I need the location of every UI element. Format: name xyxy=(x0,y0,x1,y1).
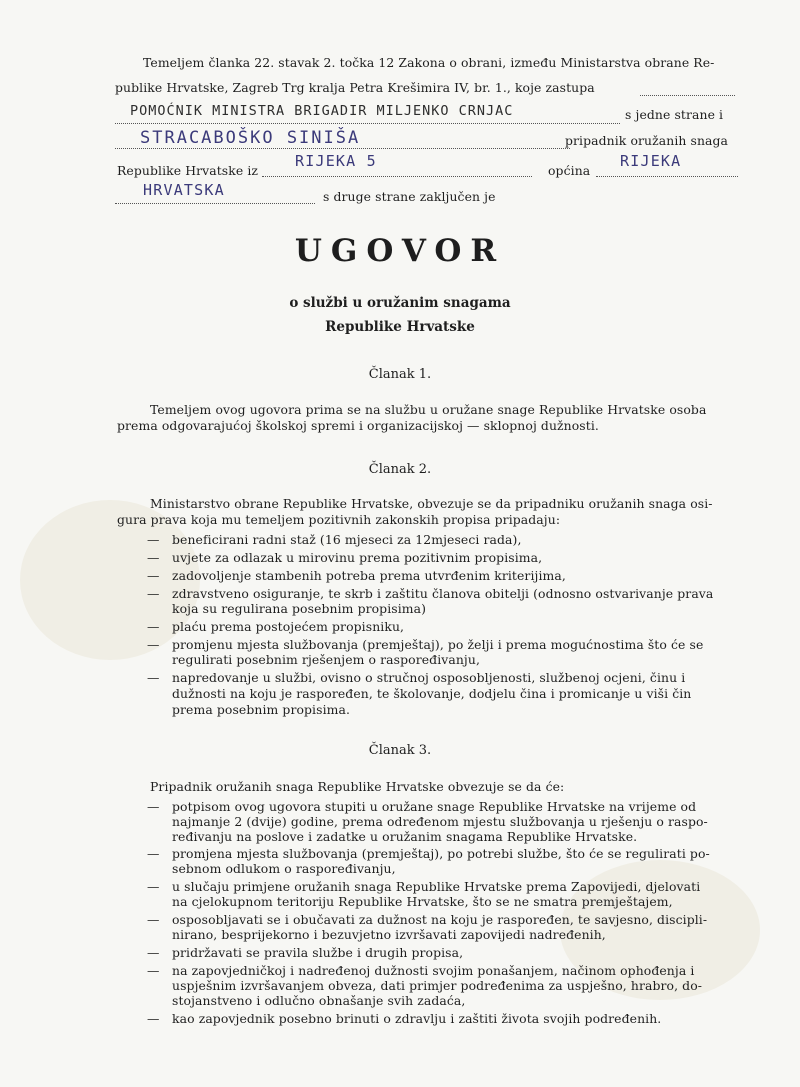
list-dash: — xyxy=(147,846,160,861)
list-dash: — xyxy=(147,963,160,978)
clanak-3-item: kao zapovjednik posebno brinuti o zdravlju i zaštiti života svojih podređenih. xyxy=(172,1011,662,1026)
clanak-2-item: prema posebnim propisima. xyxy=(172,702,351,717)
clanak-2-item: zadovoljenje stambenih potreba prema utvrđenim kriterijima, xyxy=(172,568,566,583)
list-dash: — xyxy=(147,619,160,634)
clanak-3-item: pridržavati se pravila službe i drugih propisa, xyxy=(172,945,464,960)
clanak-3-item: promjena mjesta službovanja (premještaj), po potrebi službe, što će se regulirati po- xyxy=(172,846,710,861)
member-name-field: STRACABOŠKO SINIŠA xyxy=(140,128,361,148)
dotted-line xyxy=(115,123,620,124)
clanak-3-item: potpisom ovog ugovora stupiti u oružane snage Republike Hrvatske na vrijeme od xyxy=(172,799,697,814)
clanak-3-item: najmanje 2 (dvije) godine, prema određenom mjestu službovanja u rješenju o raspo- xyxy=(172,814,708,829)
clanak-2-item: plaću prema postojećem propisniku, xyxy=(172,619,405,634)
dotted-line xyxy=(596,176,738,177)
representative-field: POMOĆNIK MINISTRA BRIGADIR MILJENKO CRNJAC xyxy=(130,103,514,119)
clanak-3-item: na cjelokupnom teritoriju Republike Hrvatske, što se ne smatra premještajem, xyxy=(172,894,673,909)
clanak-1-heading: Članak 1. xyxy=(368,367,432,382)
clanak-3-item: osposobljavati se i obučavati za dužnost na koju je raspoređen, te savjesno, discipli- xyxy=(172,912,708,927)
clanak-3-item: uspješnim izvršavanjem obveza, dati primjer podređenima za uspješno, hrabro, do- xyxy=(172,978,703,993)
clanak-2-intro: gura prava koja mu temeljem pozitivnih zakonskih propisa pripadaju: xyxy=(117,512,561,527)
country-field: HRVATSKA xyxy=(143,181,225,199)
header-line-1: Temeljem članka 22. stavak 2. točka 12 Zakona o obrani, između Ministarstva obrane Re- xyxy=(143,55,715,70)
dotted-line xyxy=(115,203,315,204)
clanak-3-item: nirano, besprijekorno i bezuvjetno izvršavati zapovijedi nadređenih, xyxy=(172,927,606,942)
list-dash: — xyxy=(147,912,160,927)
clanak-2-item: zdravstveno osiguranje, te skrb i zaštitu članova obitelji (odnosno ostvarivanje prava xyxy=(172,586,714,601)
dotted-line xyxy=(640,95,735,96)
list-dash: — xyxy=(147,586,160,601)
clanak-2-item: regulirati posebnim rješenjem o raspoređivanju, xyxy=(172,652,480,667)
clanak-1-line: Temeljem ovog ugovora prima se na službu u oružane snage Republike Hrvatske osoba xyxy=(150,402,707,417)
clanak-2-item: dužnosti na koju je raspoređen, te školovanje, dodjelu čina i promicanje u viši čin xyxy=(172,686,692,701)
header-line-3-end: s jedne strane i xyxy=(625,107,724,122)
clanak-2-item: napredovanje u službi, ovisno o stručnoj osposobljenosti, službenoj ocjeni, činu i xyxy=(172,670,686,685)
list-dash: — xyxy=(147,945,160,960)
list-dash: — xyxy=(147,550,160,565)
document-subtitle-2: Republike Hrvatske xyxy=(325,319,475,335)
list-dash: — xyxy=(147,532,160,547)
clanak-3-item: ređivanju na poslove i zadatke u oružanim snagama Republike Hrvatske. xyxy=(172,829,638,844)
place-field: RIJEKA 5 xyxy=(295,152,377,170)
list-dash: — xyxy=(147,1011,160,1026)
header-line-4-end: pripadnik oružanih snaga xyxy=(565,133,729,148)
clanak-2-item: uvjete za odlazak u mirovinu prema pozitivnim propisima, xyxy=(172,550,543,565)
list-dash: — xyxy=(147,568,160,583)
clanak-1-line: prema odgovarajućoj školskoj spremi i organizacijskoj — sklopnoj dužnosti. xyxy=(117,418,599,433)
dotted-line xyxy=(262,176,532,177)
document-title: UGOVOR xyxy=(294,233,506,269)
opcina-field: RIJEKA xyxy=(620,152,682,170)
clanak-3-item: sebnom odlukom o raspoređivanju, xyxy=(172,861,396,876)
clanak-3-item: na zapovjedničkoj i nadređenoj dužnosti svojim ponašanjem, načinom ophođenja i xyxy=(172,963,695,978)
document-subtitle-1: o službi u oružanim snagama xyxy=(289,295,511,311)
dotted-line xyxy=(115,148,570,149)
list-dash: — xyxy=(147,637,160,652)
header-line-6-end: s druge strane zaključen je xyxy=(323,189,496,204)
clanak-3-item: u slučaju primjene oružanih snaga Republike Hrvatske prema Zapovijedi, djelovati xyxy=(172,879,701,894)
clanak-2-item: beneficirani radni staž (16 mjeseci za 12mjeseci rada), xyxy=(172,532,522,547)
clanak-3-intro: Pripadnik oružanih snaga Republike Hrvatske obvezuje se da će: xyxy=(150,779,565,794)
clanak-2-item: promjenu mjesta službovanja (premještaj), po želji i prema mogućnostima što će se xyxy=(172,637,704,652)
clanak-2-item: koja su regulirana posebnim propisima) xyxy=(172,601,427,616)
list-dash: — xyxy=(147,879,160,894)
clanak-3-item: stojanstveno i odlučno obnašanje svih zadaća, xyxy=(172,993,466,1008)
clanak-2-intro: Ministarstvo obrane Republike Hrvatske, obvezuje se da pripadniku oružanih snaga osi- xyxy=(150,496,713,511)
header-line-5-start: Republike Hrvatske iz xyxy=(117,163,259,178)
clanak-3-heading: Članak 3. xyxy=(368,743,432,758)
list-dash: — xyxy=(147,670,160,685)
header-line-2: publike Hrvatske, Zagreb Trg kralja Petra Krešimira IV, br. 1., koje zastupa xyxy=(115,80,595,95)
clanak-2-heading: Članak 2. xyxy=(368,462,432,477)
list-dash: — xyxy=(147,799,160,814)
opcina-label: općina xyxy=(548,163,591,178)
